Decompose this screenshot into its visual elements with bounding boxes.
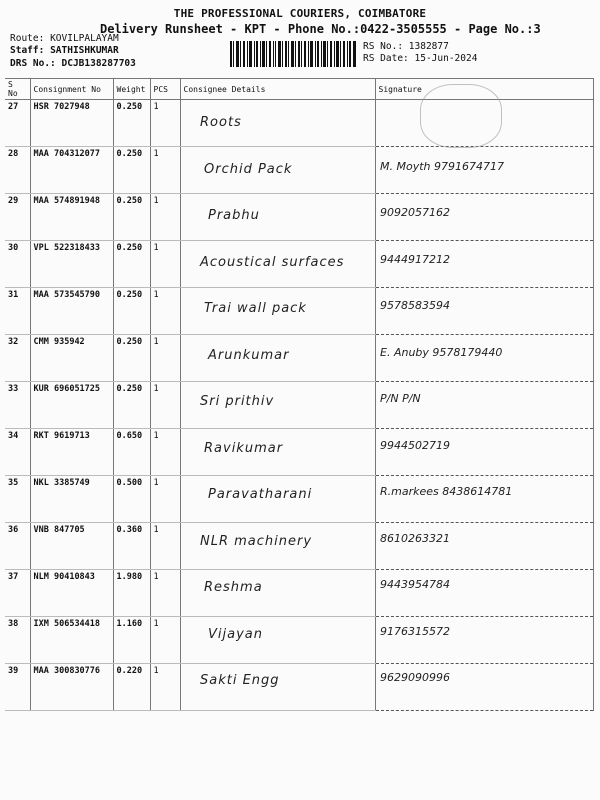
- cell-cons: IXM 506534418: [30, 617, 113, 664]
- consignee-handwriting: Arunkumar: [208, 347, 290, 363]
- cell-wt: 0.500: [113, 476, 150, 523]
- route-value: KOVILPALAYAM: [50, 33, 119, 44]
- col-signature: Signature: [375, 79, 593, 100]
- cell-pcs: 1: [150, 288, 180, 335]
- consignee-handwriting: Acoustical surfaces: [200, 254, 345, 270]
- consignee-handwriting: Sri prithiv: [200, 394, 275, 409]
- signature-handwriting: 9578583594: [380, 299, 450, 312]
- cell-wt: 1.160: [113, 617, 150, 664]
- signature-handwriting: M. Moyth 9791674717: [380, 159, 504, 173]
- cell-signature: [375, 570, 593, 617]
- cell-sno: 39: [5, 664, 30, 711]
- cell-pcs: 1: [150, 335, 180, 382]
- signature-handwriting: E. Anuby 9578179440: [380, 345, 503, 359]
- col-consignee: Consignee Details: [180, 79, 375, 100]
- staff-value: SATHISHKUMAR: [50, 45, 119, 56]
- signature-handwriting: 9176315572: [380, 624, 450, 638]
- cell-cons: NKL 3385749: [30, 476, 113, 523]
- consignee-handwriting: Paravatharani: [208, 487, 313, 502]
- consignee-handwriting: Vijayan: [208, 626, 263, 642]
- drs-line: [10, 58, 136, 69]
- cell-pcs: 1: [150, 664, 180, 711]
- runsheet-table: [5, 78, 594, 711]
- cell-cons: RKT 9619713: [30, 429, 113, 476]
- barcode-image: [230, 41, 356, 67]
- cell-pcs: 1: [150, 429, 180, 476]
- cell-pcs: 1: [150, 241, 180, 288]
- cell-cons: MAA 300830776: [30, 664, 113, 711]
- cell-wt: 0.250: [113, 194, 150, 241]
- col-sno: S No: [5, 79, 30, 100]
- rs-date-label: RS Date:: [363, 53, 409, 64]
- table-row: [5, 335, 593, 382]
- drs-value: DCJB138287703: [61, 58, 136, 69]
- signature-handwriting: 9629090996: [380, 671, 450, 684]
- cell-pcs: 1: [150, 570, 180, 617]
- consignee-handwriting: Sakti Engg: [200, 673, 280, 688]
- cell-wt: 1.980: [113, 570, 150, 617]
- cell-signature: [375, 476, 593, 523]
- cell-pcs: 1: [150, 476, 180, 523]
- cell-wt: 0.250: [113, 147, 150, 194]
- cell-wt: 0.250: [113, 382, 150, 429]
- route-line: [10, 33, 119, 44]
- cell-cons: VPL 522318433: [30, 241, 113, 288]
- cell-cons: NLM 90410843: [30, 570, 113, 617]
- cell-wt: 0.250: [113, 100, 150, 147]
- signature-handwriting: P/N P/N: [380, 392, 421, 405]
- route-label: Route:: [10, 33, 45, 44]
- consignee-handwriting: Orchid Pack: [204, 161, 293, 177]
- cell-cons: VNB 847705: [30, 523, 113, 570]
- table-row: [5, 664, 593, 711]
- cell-sno: 27: [5, 100, 30, 147]
- cell-wt: 0.220: [113, 664, 150, 711]
- cell-sno: 28: [5, 147, 30, 194]
- table-header-row: [5, 79, 593, 100]
- rs-date-value: 15-Jun-2024: [414, 53, 478, 64]
- cell-signature: [375, 382, 593, 429]
- cell-wt: 0.360: [113, 523, 150, 570]
- table-row: [5, 429, 593, 476]
- stamp-mark: [420, 84, 502, 148]
- consignee-handwriting: NLR machinery: [200, 533, 313, 549]
- cell-signature: [375, 523, 593, 570]
- cell-pcs: 1: [150, 194, 180, 241]
- table-row: [5, 570, 593, 617]
- company-title: THE PROFESSIONAL COURIERS, COIMBATORE: [173, 7, 427, 20]
- rs-no-label: RS No.:: [363, 41, 404, 52]
- cell-wt: 0.250: [113, 241, 150, 288]
- signature-handwriting: R.markees 8438614781: [380, 485, 513, 498]
- rs-date-line: [363, 53, 477, 64]
- cell-sno: 31: [5, 288, 30, 335]
- cell-sno: 33: [5, 382, 30, 429]
- table-row: [5, 382, 593, 429]
- table-row: [5, 147, 593, 194]
- cell-sno: 29: [5, 194, 30, 241]
- table-row: [5, 194, 593, 241]
- cell-sno: 35: [5, 476, 30, 523]
- cell-pcs: 1: [150, 382, 180, 429]
- cell-wt: 0.250: [113, 335, 150, 382]
- table-row: [5, 100, 593, 147]
- consignee-handwriting: Roots: [200, 115, 242, 130]
- signature-handwriting: 9444917212: [380, 252, 450, 266]
- consignee-handwriting: Prabhu: [208, 208, 260, 223]
- cell-wt: 0.250: [113, 288, 150, 335]
- cell-signature: [375, 429, 593, 476]
- staff-line: [10, 45, 119, 56]
- signature-handwriting: 9944502719: [380, 438, 450, 452]
- cell-sno: 30: [5, 241, 30, 288]
- cell-wt: 0.650: [113, 429, 150, 476]
- cell-sno: 38: [5, 617, 30, 664]
- staff-label: Staff:: [10, 45, 45, 56]
- table-row: [5, 617, 593, 664]
- rs-no-line: [363, 41, 449, 52]
- consignee-handwriting: Reshma: [204, 580, 263, 595]
- consignee-handwriting: Ravikumar: [204, 440, 284, 456]
- cell-pcs: 1: [150, 617, 180, 664]
- cell-cons: MAA 573545790: [30, 288, 113, 335]
- cell-cons: HSR 7027948: [30, 100, 113, 147]
- col-consignment: Consignment No: [30, 79, 113, 100]
- cell-sno: 36: [5, 523, 30, 570]
- signature-handwriting: 8610263321: [380, 531, 450, 545]
- drs-label: DRS No.:: [10, 58, 56, 69]
- cell-sno: 37: [5, 570, 30, 617]
- cell-pcs: 1: [150, 523, 180, 570]
- consignee-handwriting: Trai wall pack: [204, 301, 307, 316]
- cell-cons: KUR 696051725: [30, 382, 113, 429]
- signature-handwriting: 9443954784: [380, 578, 450, 591]
- rs-no-value: 1382877: [408, 41, 449, 52]
- cell-pcs: 1: [150, 100, 180, 147]
- cell-cons: CMM 935942: [30, 335, 113, 382]
- runsheet-title: Delivery Runsheet - KPT - Phone No.:0422-3505555 - Page No.:3: [100, 22, 541, 36]
- col-weight: Weight: [113, 79, 150, 100]
- signature-handwriting: 9092057162: [380, 206, 450, 219]
- col-pcs: PCS: [150, 79, 180, 100]
- cell-sno: 32: [5, 335, 30, 382]
- cell-pcs: 1: [150, 147, 180, 194]
- cell-cons: MAA 704312077: [30, 147, 113, 194]
- cell-sno: 34: [5, 429, 30, 476]
- cell-cons: MAA 574891948: [30, 194, 113, 241]
